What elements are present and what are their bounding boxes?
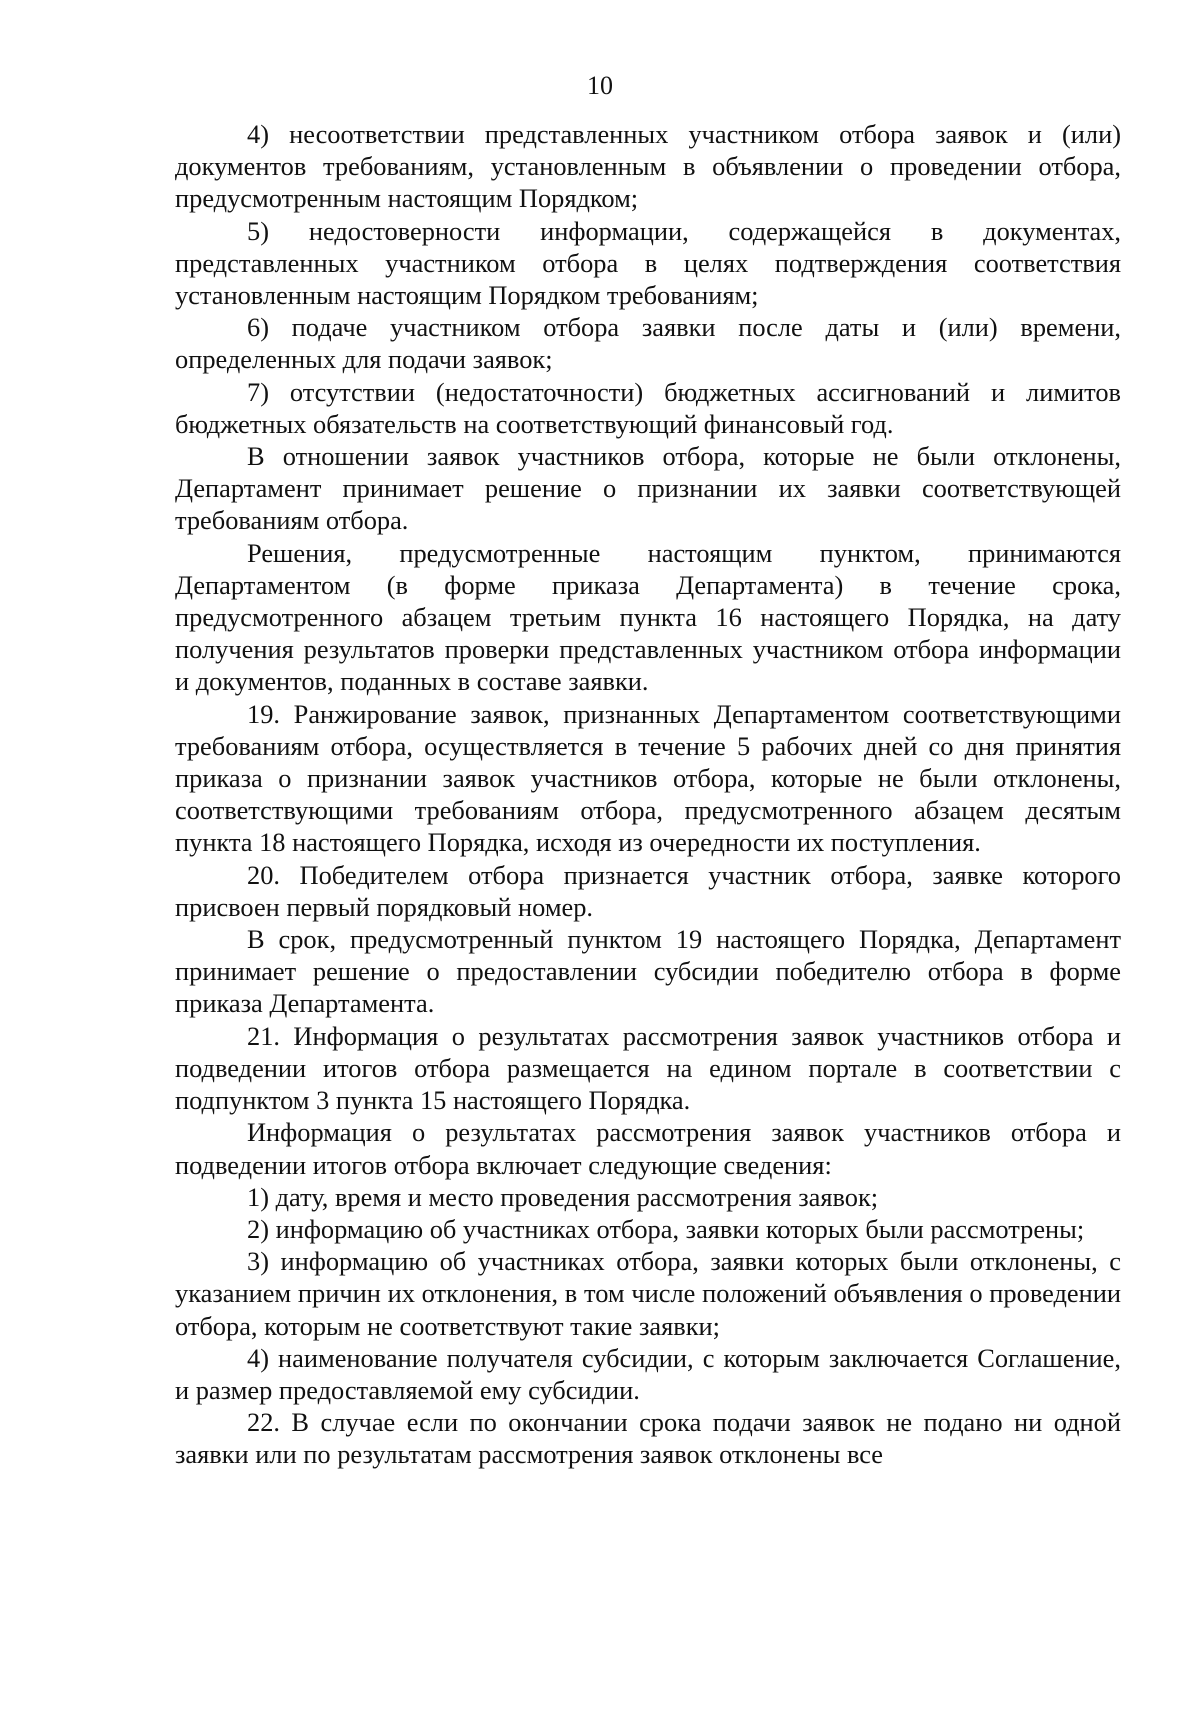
- paragraph-results-info: Информация о результатах рассмотрения заявок участников отбора и подведении итогов отбора включает следующие сведения:: [175, 1117, 1121, 1180]
- paragraph-item-5-unreliable-info: 5) недостоверности информации, содержащейся в документах, представленных участником отбора в целях подтверждения соответствия установленным настоящим Порядком требованиям;: [175, 215, 1121, 311]
- paragraph-clause-19: 19. Ранжирование заявок, признанных Департаментом соответствующими требованиям отбора, осуществляется в течение 5 рабочих дней со дня принятия приказа о признании заявок участников отбора, которые не были отклонены, соответствующими требованиям отбора, предусмотренного абзацем десятым пункта 18 настоящего Порядка, исходя из очередности их поступления.: [175, 698, 1121, 858]
- paragraph-clause-22: 22. В случае если по окончании срока подачи заявок не подано ни одной заявки или по результатам рассмотрения заявок отклонены все: [175, 1407, 1121, 1470]
- document-body: [175, 118, 1121, 1471]
- paragraph-item-7-insufficient-funds: 7) отсутствии (недостаточности) бюджетных ассигнований и лимитов бюджетных обязательств на соответствующий финансовый год.: [175, 376, 1121, 439]
- page-number: 10: [587, 71, 613, 100]
- paragraph-results-item-4: 4) наименование получателя субсидии, с которым заключается Соглашение, и размер предоставляемой ему субсидии.: [175, 1342, 1121, 1405]
- paragraph-results-item-2: 2) информацию об участниках отбора, заявки которых были рассмотрены;: [247, 1213, 1085, 1244]
- paragraph-clause-20: 20. Победителем отбора признается участник отбора, заявке которого присвоен первый порядковый номер.: [175, 859, 1121, 922]
- paragraph-winner-decision: В срок, предусмотренный пунктом 19 настоящего Порядка, Департамент принимает решение о предоставлении субсидии победителю отбора в форме приказа Департамента.: [175, 924, 1121, 1019]
- paragraph-item-6-late-submission: 6) подаче участником отбора заявки после даты и (или) времени, определенных для подачи заявок;: [175, 312, 1121, 375]
- paragraph-results-item-3: 3) информацию об участниках отбора, заявки которых были отклонены, с указанием причин их отклонения, в том числе положений объявления о проведении отбора, которым не соответствуют такие заявки;: [175, 1246, 1121, 1341]
- paragraph-not-rejected-applications: В отношении заявок участников отбора, которые не были отклонены, Департамент принимает решение о признании их заявки соответствующей требованиям отбора.: [175, 441, 1121, 536]
- paragraph-decisions: Решения, предусмотренные настоящим пунктом, принимаются Департаментом (в форме приказа Департамента) в течение срока, предусмотренного абзацем третьим пункта 16 настоящего Порядка, на дату получения результатов проверки представленных участником отбора информации и документов, поданных в составе заявки.: [175, 537, 1121, 697]
- paragraph-item-4-mismatch: 4) несоответствии представленных участником отбора заявок и (или) документов требованиям, установленным в объявлении о проведении отбора, предусмотренным настоящим Порядком;: [175, 119, 1121, 214]
- paragraph-clause-21: 21. Информация о результатах рассмотрения заявок участников отбора и подведении итогов отбора размещается на едином портале в соответствии с подпунктом 3 пункта 15 настоящего Порядка.: [175, 1020, 1121, 1116]
- paragraph-results-item-1: 1) дату, время и место проведения рассмотрения заявок;: [247, 1181, 879, 1212]
